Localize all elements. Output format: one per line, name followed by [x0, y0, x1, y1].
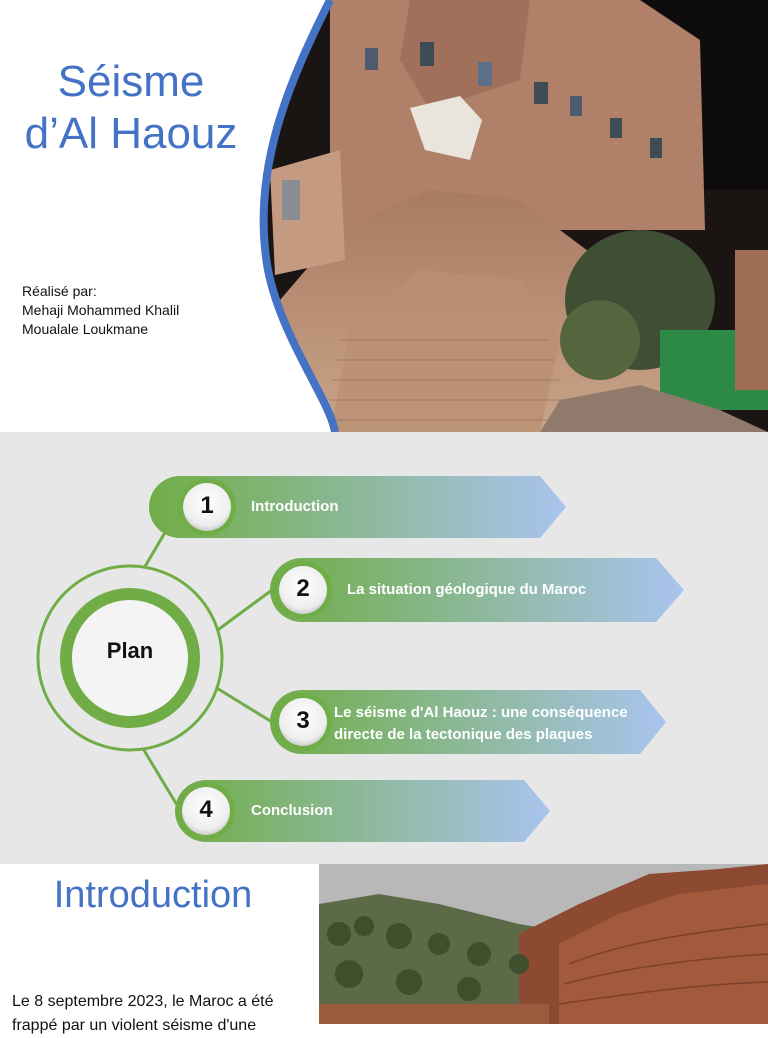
introduction-title: Introduction — [53, 874, 253, 916]
plan-item-seisme-al-haouz[interactable] — [334, 702, 628, 746]
authors-label: Réalisé par: — [22, 283, 97, 299]
item-label-line-2: directe de la tectonique des plaques — [334, 726, 593, 743]
authors-block — [22, 282, 179, 339]
title-line-2: d’Al Haouz — [24, 109, 238, 158]
item-number: 4 — [199, 796, 213, 823]
title-line-1: Séisme — [57, 57, 205, 106]
plan-item-introduction[interactable]: Introduction — [251, 498, 339, 515]
introduction-slide — [0, 864, 768, 1034]
title-slide — [0, 0, 768, 432]
author-name: Mehaji Mohammed Khalil — [22, 302, 180, 318]
slide-title — [0, 56, 262, 160]
plan-item-situation-geologique[interactable]: La situation géologique du Maroc — [347, 581, 587, 598]
item-number: 3 — [296, 707, 310, 734]
author-name: Moualale Loukmane — [22, 321, 149, 337]
item-label-line-1: Le séisme d'Al Haouz : une conséquence — [334, 704, 628, 721]
item-number: 1 — [200, 492, 214, 519]
plan-item-conclusion[interactable]: Conclusion — [251, 802, 333, 819]
introduction-body: Le 8 septembre 2023, le Maroc a été frappé par un violent séisme d'une — [12, 993, 274, 1034]
plan-slide — [0, 432, 768, 864]
mountain-landscape-photo — [319, 864, 768, 1024]
item-number: 2 — [296, 575, 310, 602]
plan-item-4-shape — [175, 780, 550, 842]
plan-center-label: Plan — [106, 638, 154, 663]
